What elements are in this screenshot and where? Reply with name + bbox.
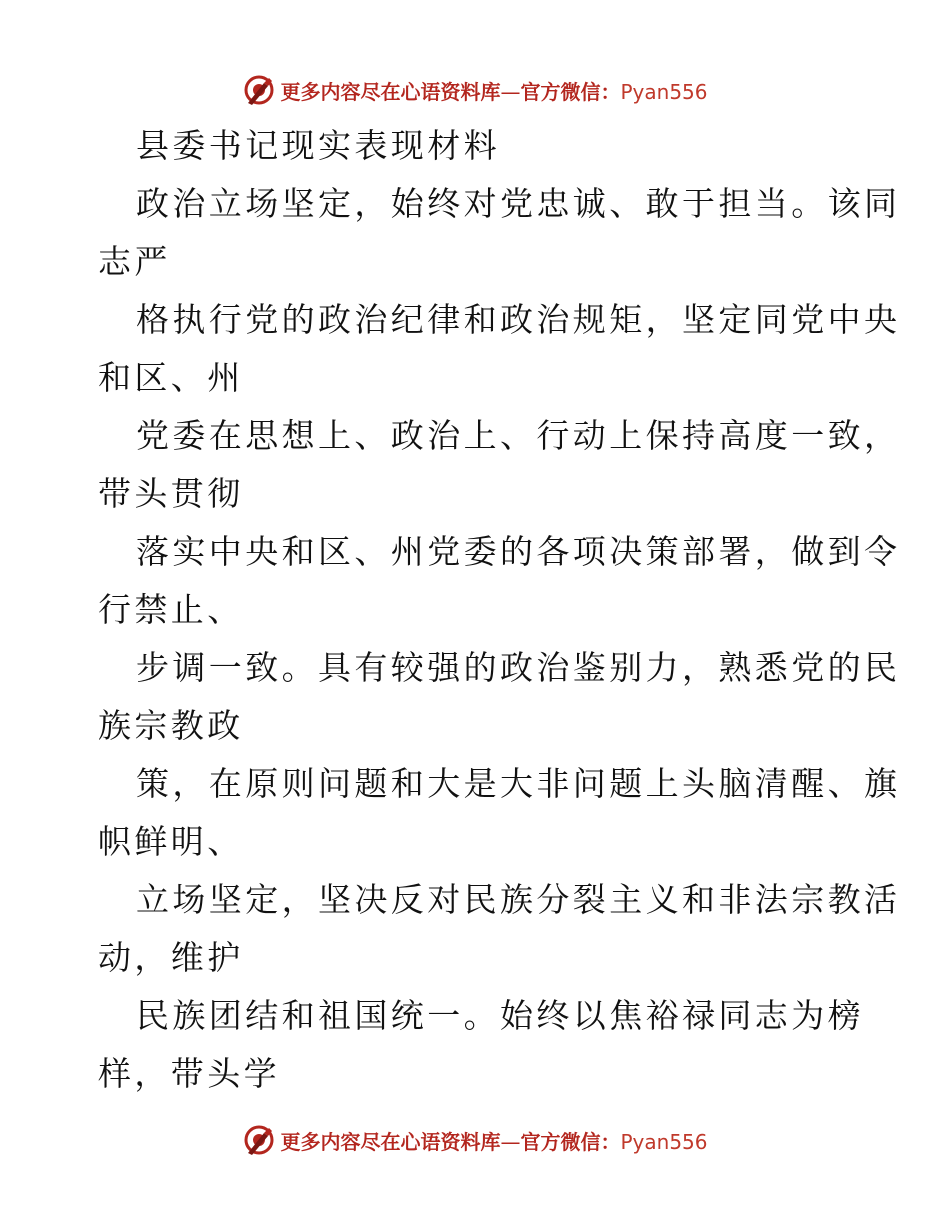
text-line: 族宗教政	[98, 706, 244, 745]
banner-main: 更多内容尽在心语资料库	[280, 1129, 501, 1154]
banner-text	[280, 76, 707, 105]
text-line: 样，带头学	[98, 1054, 280, 1093]
text-line: 策，在原则问题和大是大非问题上头脑清醒、旗	[136, 764, 901, 803]
banner-main: 更多内容尽在心语资料库	[280, 79, 501, 104]
pen-logo-icon	[242, 73, 276, 107]
banner-separator: —	[500, 79, 521, 104]
header-banner	[0, 70, 950, 110]
text-line: 志严	[98, 242, 171, 281]
banner-text	[280, 1126, 707, 1155]
banner-separator: —	[500, 1129, 521, 1154]
text-line: 帜鲜明、	[98, 822, 244, 861]
text-line: 动，维护	[98, 938, 244, 977]
text-line: 带头贯彻	[98, 474, 244, 513]
document-title: 县委书记现实表现材料	[136, 126, 500, 165]
text-line: 步调一致。具有较强的政治鉴别力，熟悉党的民	[136, 648, 901, 687]
footer-banner	[0, 1120, 950, 1160]
text-line: 格执行党的政治纪律和政治规矩，坚定同党中央	[136, 300, 901, 339]
text-line: 行禁止、	[98, 590, 244, 629]
text-line: 和区、州	[98, 358, 244, 397]
document-body	[98, 117, 901, 1103]
banner-sub: 官方微信：	[520, 79, 621, 104]
text-line: 党委在思想上、政治上、行动上保持高度一致，	[136, 416, 901, 455]
banner-wechat-id: Pyan556	[620, 79, 708, 104]
text-line: 政治立场坚定，始终对党忠诚、敢于担当。该同	[136, 184, 901, 223]
text-line: 立场坚定，坚决反对民族分裂主义和非法宗教活	[136, 880, 901, 919]
banner-sub: 官方微信：	[520, 1129, 621, 1154]
text-line: 民族团结和祖国统一。始终以焦裕禄同志为榜	[136, 996, 864, 1035]
pen-logo-icon	[242, 1123, 276, 1157]
text-line: 落实中央和区、州党委的各项决策部署，做到令	[136, 532, 901, 571]
banner-wechat-id: Pyan556	[620, 1129, 708, 1154]
